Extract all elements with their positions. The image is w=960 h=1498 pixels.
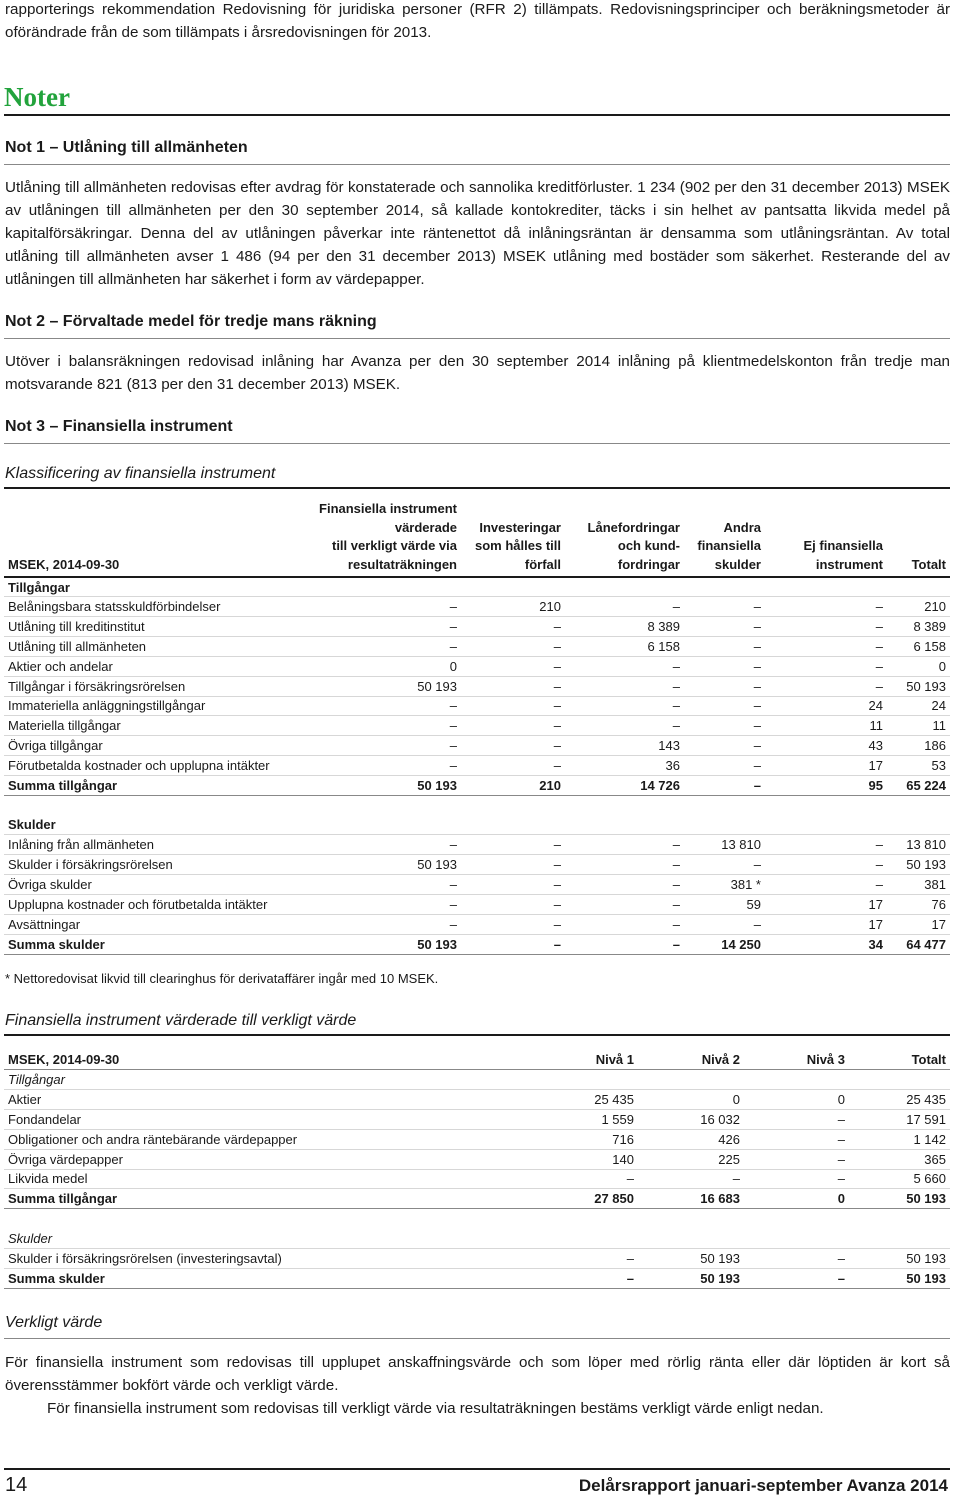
cell-value <box>849 1209 950 1229</box>
cell-value <box>684 815 765 835</box>
cell-value: – <box>461 895 565 915</box>
cell-value: – <box>565 716 684 736</box>
cell-value: 27 850 <box>534 1189 638 1209</box>
table-row <box>4 1090 950 1110</box>
cell-value <box>638 1070 744 1090</box>
classification-table <box>4 500 950 955</box>
column-header <box>299 500 461 577</box>
cell-value: – <box>565 597 684 617</box>
row-label: Tillgångar i försäkringsrörelsen <box>4 676 299 696</box>
cell-value: 16 683 <box>638 1189 744 1209</box>
cell-value: – <box>744 1248 849 1268</box>
report-name: Delårsrapport januari-september Avanza 2014 <box>578 1476 948 1495</box>
section-row <box>4 1070 950 1090</box>
cell-value: 17 <box>765 914 887 934</box>
row-label: Immateriella anläggningstillgångar <box>4 696 299 716</box>
cell-value: 11 <box>765 716 887 736</box>
row-label: Skulder i försäkringsrörelsen (investeringsavtal) <box>4 1248 534 1268</box>
cell-value: 50 193 <box>849 1248 950 1268</box>
cell-value: – <box>744 1129 849 1149</box>
table-row <box>4 875 950 895</box>
row-label: Övriga värdepapper <box>4 1149 534 1169</box>
fair-value-subheading: Finansiella instrument värderade till verkligt värde <box>5 1012 357 1029</box>
cell-value <box>765 577 887 597</box>
section-row <box>4 577 950 597</box>
cell-value: – <box>765 835 887 855</box>
cell-value: – <box>565 855 684 875</box>
column-header-line: MSEK, 2014-09-30 <box>8 556 120 572</box>
cell-value: – <box>765 855 887 875</box>
cell-value: – <box>744 1110 849 1130</box>
table-row <box>4 1209 950 1229</box>
verkligt-varde-subheading: Verkligt värde <box>5 1314 103 1331</box>
cell-value: 24 <box>765 696 887 716</box>
cell-value: 6 158 <box>565 637 684 657</box>
column-header-line: förfall <box>524 556 561 572</box>
cell-value: 210 <box>461 775 565 795</box>
row-label: Obligationer och andra räntebärande värdepapper <box>4 1129 534 1149</box>
cell-value: – <box>299 736 461 756</box>
column-header-line: skulder <box>714 556 761 572</box>
cell-value <box>887 577 950 597</box>
note-2-text: Utöver i balansräkningen redovisad inlåning har Avanza per den 30 september 2014 inlåning på klientmedelskonton från tredje man motsvarande 821 (813 per den 31 december 2013) MSEK. <box>5 353 950 393</box>
cell-value: 716 <box>534 1129 638 1149</box>
column-header: Nivå 3 <box>744 1050 849 1070</box>
cell-value <box>299 577 461 597</box>
cell-value: – <box>461 934 565 954</box>
cell-value: 143 <box>565 736 684 756</box>
cell-value: – <box>684 617 765 637</box>
cell-value: 53 <box>887 756 950 776</box>
column-header: Nivå 1 <box>534 1050 638 1070</box>
cell-value: – <box>765 656 887 676</box>
cell-value: – <box>684 656 765 676</box>
cell-value: – <box>461 716 565 736</box>
cell-value: 43 <box>765 736 887 756</box>
cell-value: – <box>565 835 684 855</box>
cell-value: – <box>765 597 887 617</box>
cell-value <box>765 795 887 815</box>
cell-value: 210 <box>887 597 950 617</box>
row-label: Avsättningar <box>4 914 299 934</box>
cell-value: 50 193 <box>849 1189 950 1209</box>
cell-value: 50 193 <box>299 934 461 954</box>
classification-subheading: Klassificering av finansiella instrument <box>5 465 276 482</box>
cell-value <box>638 1209 744 1229</box>
sum-row <box>4 775 950 795</box>
cell-value <box>299 815 461 835</box>
column-header-line: Andra <box>723 519 761 535</box>
cell-value: – <box>534 1248 638 1268</box>
section-title: Noter <box>4 82 70 112</box>
cell-value: 5 660 <box>849 1169 950 1189</box>
cell-value: 50 193 <box>849 1268 950 1288</box>
column-header <box>765 500 887 577</box>
table-row <box>4 1129 950 1149</box>
cell-value: 140 <box>534 1149 638 1169</box>
cell-value <box>461 795 565 815</box>
cell-value <box>849 1229 950 1249</box>
row-label: Belåningsbara statsskuldförbindelser <box>4 597 299 617</box>
cell-value: – <box>299 756 461 776</box>
cell-value: – <box>461 835 565 855</box>
section-divider <box>4 114 950 116</box>
cell-value <box>744 1209 849 1229</box>
cell-value: – <box>299 696 461 716</box>
column-header-line: resultaträkningen <box>347 556 457 572</box>
row-label: Aktier och andelar <box>4 656 299 676</box>
column-header-line: värderade <box>394 519 457 535</box>
table-row <box>4 736 950 756</box>
cell-value: – <box>684 637 765 657</box>
cell-value: – <box>461 756 565 776</box>
classification-divider <box>4 487 950 489</box>
cell-value <box>684 795 765 815</box>
cell-value <box>461 577 565 597</box>
sum-row <box>4 1189 950 1209</box>
footnote: * Nettoredovisat likvid till clearinghus för derivataffärer ingår med 10 MSEK. <box>5 971 439 986</box>
cell-value: 13 810 <box>684 835 765 855</box>
cell-value: – <box>765 676 887 696</box>
cell-value: 381 * <box>684 875 765 895</box>
column-header <box>887 500 950 577</box>
row-label: Övriga skulder <box>4 875 299 895</box>
cell-value: 0 <box>744 1090 849 1110</box>
cell-value: 14 726 <box>565 775 684 795</box>
cell-value: 50 193 <box>887 676 950 696</box>
cell-value <box>461 815 565 835</box>
note-3-heading: Not 3 – Finansiella instrument <box>5 418 233 435</box>
cell-value: 50 193 <box>638 1248 744 1268</box>
column-header <box>565 500 684 577</box>
cell-value <box>534 1070 638 1090</box>
column-header-line: Totalt <box>911 556 946 572</box>
cell-value: – <box>765 617 887 637</box>
cell-value: 76 <box>887 895 950 915</box>
column-header-line: Ej finansiella <box>803 538 883 553</box>
sum-row <box>4 934 950 954</box>
cell-value: – <box>299 617 461 637</box>
cell-value: – <box>684 756 765 776</box>
column-header-line: Finansiella instrument <box>319 501 457 516</box>
row-label: Skulder i försäkringsrörelsen <box>4 855 299 875</box>
column-header-line: finansiella <box>697 538 761 553</box>
cell-value <box>744 1070 849 1090</box>
row-label: Tillgångar <box>4 1070 534 1090</box>
column-header: Nivå 2 <box>638 1050 744 1070</box>
row-label: Upplupna kostnader och förutbetalda intäkter <box>4 895 299 915</box>
cell-value: 24 <box>887 696 950 716</box>
cell-value: – <box>684 696 765 716</box>
cell-value: 8 389 <box>565 617 684 637</box>
verkligt-varde-text-1: För finansiella instrument som redovisas till upplupet anskaffningsvärde och som löper med rörlig ränta eller där löptiden är kort så överensstämmer bokfört värde och verkligt värde. <box>5 1354 950 1394</box>
cell-value: 50 193 <box>299 775 461 795</box>
cell-value: – <box>565 914 684 934</box>
cell-value: 1 559 <box>534 1110 638 1130</box>
column-header-line: fordringar <box>617 556 680 572</box>
cell-value: – <box>299 914 461 934</box>
column-header-line: Investeringar <box>479 519 561 535</box>
fair-value-table-header <box>4 1050 950 1070</box>
note-3-divider <box>4 443 950 444</box>
table-row <box>4 895 950 915</box>
cell-value: 6 158 <box>887 637 950 657</box>
verkligt-varde-divider <box>4 1338 950 1339</box>
cell-value: 36 <box>565 756 684 776</box>
cell-value: – <box>461 736 565 756</box>
cell-value <box>887 795 950 815</box>
footer-divider <box>4 1468 950 1470</box>
cell-value: – <box>565 875 684 895</box>
table-row <box>4 716 950 736</box>
section-row <box>4 1229 950 1249</box>
cell-value: 1 142 <box>849 1129 950 1149</box>
table-row <box>4 756 950 776</box>
row-label: Aktier <box>4 1090 534 1110</box>
cell-value: 13 810 <box>887 835 950 855</box>
cell-value: – <box>684 855 765 875</box>
cell-value: 14 250 <box>684 934 765 954</box>
table-row <box>4 914 950 934</box>
cell-value: – <box>461 875 565 895</box>
note-2-heading: Not 2 – Förvaltade medel för tredje mans räkning <box>5 313 377 330</box>
cell-value: 11 <box>887 716 950 736</box>
section-row <box>4 815 950 835</box>
cell-value: 17 <box>887 914 950 934</box>
row-label: Inlåning från allmänheten <box>4 835 299 855</box>
cell-value: 17 <box>765 895 887 915</box>
table-row <box>4 1149 950 1169</box>
cell-value: 95 <box>765 775 887 795</box>
cell-value: 25 435 <box>534 1090 638 1110</box>
intro-paragraph: rapporterings rekommendation Redovisning för juridiska personer (RFR 2) tillämpats. Redovisningsprinciper och beräkningsmetoder är oförändrade från de som tillämpats i årsredovisningen för 2013. <box>5 1 950 41</box>
note-2-divider <box>4 338 950 339</box>
cell-value: – <box>744 1169 849 1189</box>
column-header: Totalt <box>849 1050 950 1070</box>
column-header-line: som hålles till <box>475 538 561 553</box>
column-header-line: till verkligt värde via <box>331 538 457 553</box>
cell-value: 25 435 <box>849 1090 950 1110</box>
cell-value: – <box>461 855 565 875</box>
cell-value: 17 <box>765 756 887 776</box>
cell-value: 50 193 <box>299 676 461 696</box>
cell-value: – <box>684 716 765 736</box>
cell-value: – <box>565 656 684 676</box>
cell-value: – <box>299 716 461 736</box>
row-label: Övriga tillgångar <box>4 736 299 756</box>
cell-value: – <box>299 835 461 855</box>
cell-value <box>299 795 461 815</box>
table-row <box>4 597 950 617</box>
fair-value-divider <box>4 1034 950 1036</box>
table-row <box>4 855 950 875</box>
cell-value: 16 032 <box>638 1110 744 1130</box>
cell-value: 50 193 <box>299 855 461 875</box>
fair-value-table <box>4 1050 950 1289</box>
cell-value: – <box>534 1268 638 1288</box>
cell-value <box>565 815 684 835</box>
row-label <box>4 1209 534 1229</box>
sum-row <box>4 1268 950 1288</box>
cell-value: – <box>299 597 461 617</box>
table-row <box>4 637 950 657</box>
cell-value: 34 <box>765 934 887 954</box>
cell-value: 381 <box>887 875 950 895</box>
classification-table-header <box>4 500 950 577</box>
column-header: MSEK, 2014-09-30 <box>4 1050 534 1070</box>
cell-value <box>744 1229 849 1249</box>
table-row <box>4 1110 950 1130</box>
cell-value: – <box>461 637 565 657</box>
cell-value <box>565 795 684 815</box>
cell-value: 426 <box>638 1129 744 1149</box>
cell-value: – <box>744 1149 849 1169</box>
row-label: Skulder <box>4 1229 534 1249</box>
row-label: Materiella tillgångar <box>4 716 299 736</box>
cell-value: 59 <box>684 895 765 915</box>
column-header <box>684 500 765 577</box>
row-label: Likvida medel <box>4 1169 534 1189</box>
cell-value <box>638 1229 744 1249</box>
cell-value: 17 591 <box>849 1110 950 1130</box>
row-label <box>4 795 299 815</box>
column-header-line: och kund- <box>617 538 680 553</box>
column-header <box>461 500 565 577</box>
table-row <box>4 656 950 676</box>
cell-value: – <box>565 934 684 954</box>
cell-value: – <box>744 1268 849 1288</box>
row-label: Summa tillgångar <box>4 775 299 795</box>
cell-value: 8 389 <box>887 617 950 637</box>
cell-value: – <box>565 676 684 696</box>
cell-value <box>684 577 765 597</box>
cell-value: 64 477 <box>887 934 950 954</box>
note-1-text: Utlåning till allmänheten redovisas efter avdrag för konstaterade och sannolika kreditförluster. 1 234 (902 per den 31 december 2013) MSEK av utlåningen till allmänheten per den 30 september 2014, så kallade kontokrediter, täcks i sin helhet av pantsatta likvida medel på kapitalförsäkringar. Denna del av utlåningen påverkar inte räntenettot då inlåningsräntan är densamma som utlåningsräntan. Av total utlåning till allmänheten avser 1 486 (94 per den 31 december 2013) MSEK utlåning med bostäder som säkerhet. Resterande del av utlåningen till allmänheten har säkerhet i form av värdepapper. <box>5 179 950 288</box>
cell-value: 50 193 <box>887 855 950 875</box>
table-row <box>4 1248 950 1268</box>
cell-value <box>534 1209 638 1229</box>
page-number: 14 <box>5 1474 28 1496</box>
cell-value <box>765 815 887 835</box>
cell-value: 50 193 <box>638 1268 744 1288</box>
cell-value: – <box>765 637 887 657</box>
cell-value: – <box>565 696 684 716</box>
cell-value: 186 <box>887 736 950 756</box>
table-row <box>4 835 950 855</box>
table-row <box>4 676 950 696</box>
column-header-line: instrument <box>815 556 883 572</box>
row-label: Utlåning till allmänheten <box>4 637 299 657</box>
verkligt-varde-text-2: För finansiella instrument som redovisas till verkligt värde via resultaträkningen bestäms verkligt värde enligt nedan. <box>47 1400 824 1417</box>
cell-value: – <box>461 656 565 676</box>
cell-value: – <box>684 736 765 756</box>
cell-value: – <box>299 875 461 895</box>
cell-value <box>565 577 684 597</box>
cell-value: – <box>461 617 565 637</box>
cell-value: – <box>565 895 684 915</box>
row-label: Förutbetalda kostnader och upplupna intäkter <box>4 756 299 776</box>
cell-value: – <box>684 775 765 795</box>
cell-value: – <box>684 676 765 696</box>
cell-value: – <box>299 637 461 657</box>
cell-value <box>887 815 950 835</box>
cell-value: 0 <box>744 1189 849 1209</box>
note-1-divider <box>4 164 950 165</box>
cell-value: 225 <box>638 1149 744 1169</box>
row-label: Tillgångar <box>4 577 299 597</box>
table-row <box>4 795 950 815</box>
cell-value: 0 <box>299 656 461 676</box>
cell-value: 0 <box>887 656 950 676</box>
row-label: Utlåning till kreditinstitut <box>4 617 299 637</box>
row-label: Fondandelar <box>4 1110 534 1130</box>
cell-value: 365 <box>849 1149 950 1169</box>
column-header-line: Lånefordringar <box>587 519 680 535</box>
cell-value: 65 224 <box>887 775 950 795</box>
table-row <box>4 617 950 637</box>
column-header <box>4 500 299 577</box>
cell-value: – <box>684 597 765 617</box>
cell-value: – <box>765 875 887 895</box>
cell-value: – <box>299 895 461 915</box>
table-row <box>4 1169 950 1189</box>
cell-value: – <box>534 1169 638 1189</box>
row-label: Summa tillgångar <box>4 1189 534 1209</box>
cell-value: – <box>461 914 565 934</box>
table-row <box>4 696 950 716</box>
note-1-heading: Not 1 – Utlåning till allmänheten <box>5 139 248 156</box>
row-label: Summa skulder <box>4 1268 534 1288</box>
cell-value <box>849 1070 950 1090</box>
cell-value <box>534 1229 638 1249</box>
row-label: Skulder <box>4 815 299 835</box>
cell-value: – <box>461 696 565 716</box>
cell-value: – <box>461 676 565 696</box>
cell-value: – <box>684 914 765 934</box>
cell-value: 0 <box>638 1090 744 1110</box>
cell-value: – <box>638 1169 744 1189</box>
row-label: Summa skulder <box>4 934 299 954</box>
cell-value: 210 <box>461 597 565 617</box>
